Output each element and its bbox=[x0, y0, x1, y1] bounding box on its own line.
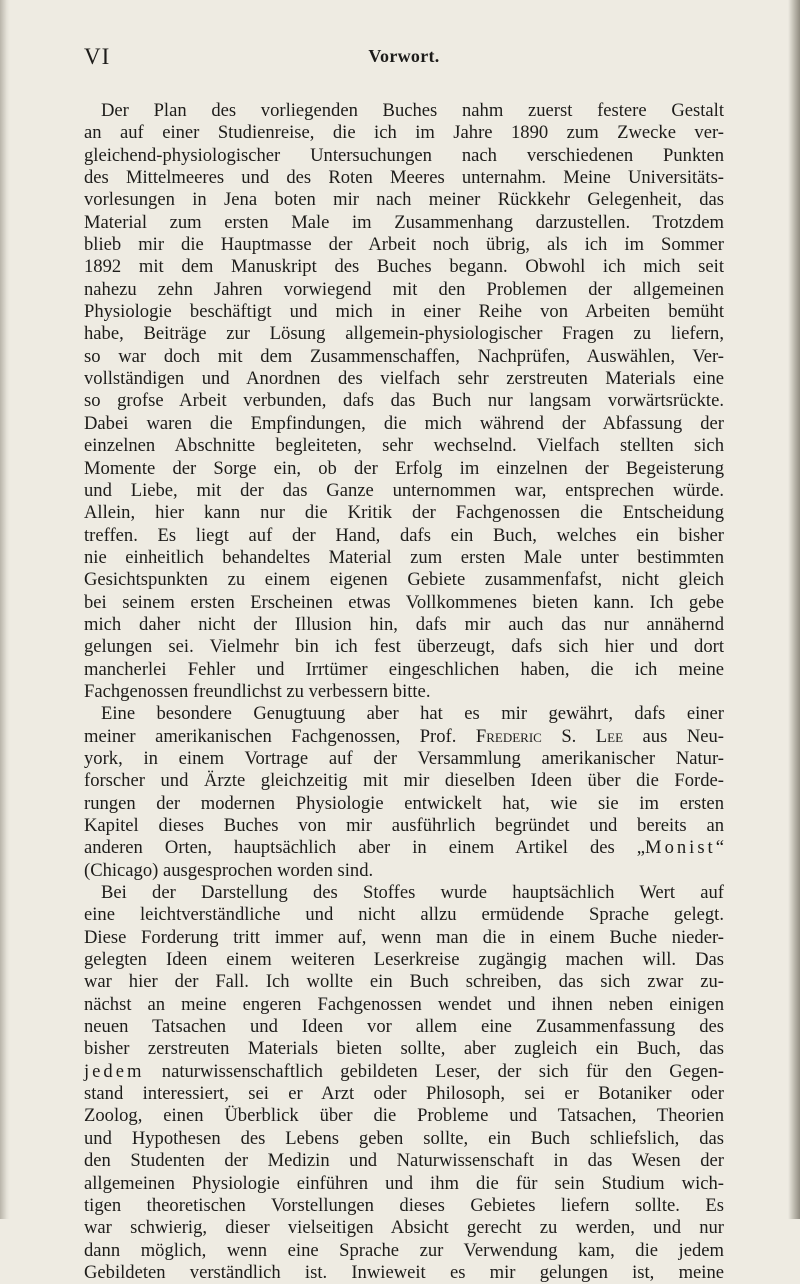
text-line bbox=[84, 837, 724, 859]
text-line bbox=[84, 726, 724, 748]
text-fragment: meiner amerikanischen Fachgenossen, Prof. bbox=[84, 725, 476, 747]
text-line: den Studenten der Medizin und Naturwissenschaft in das Wesen der bbox=[84, 1150, 724, 1172]
text-line: so war doch mit dem Zusammenschaffen, Nachprüfen, Auswählen, Ver- bbox=[84, 345, 724, 367]
text-line: Gebildeten verständlich ist. Inwieweit es mir gelungen ist, meine bbox=[84, 1261, 724, 1283]
text-line: 1892 mit dem Manuskript des Buches begann. Obwohl ich mich seit bbox=[84, 256, 724, 278]
text-line: dann möglich, wenn eine Sprache zur Verwendung kam, die jedem bbox=[84, 1239, 724, 1261]
text-line: neuen Tatsachen und Ideen vor allem eine Zusammenfassung des bbox=[84, 1016, 724, 1038]
text-line: des Mittelmeeres und des Roten Meeres unternahm. Meine Universitäts- bbox=[84, 167, 724, 189]
scan-left-edge bbox=[0, 0, 10, 1219]
page-number: VI bbox=[84, 44, 111, 69]
journal-title: Monist bbox=[645, 837, 716, 859]
text-line: Momente der Sorge ein, ob der Erfolg im einzelnen der Begeisterung bbox=[84, 457, 724, 479]
page-header bbox=[84, 44, 724, 74]
text-line: bei seinem ersten Erscheinen etwas Vollkommenes bieten kann. Ich gebe bbox=[84, 591, 724, 613]
text-line: und Hypothesen des Lebens geben sollte, ein Buch schliefslich, das bbox=[84, 1127, 724, 1149]
text-line: eine leichtverständliche und nicht allzu ermüdende Sprache gelegt. bbox=[84, 904, 724, 926]
text-line: einzelnen Abschnitte begleiteten, sehr wechselnd. Vielfach stellten sich bbox=[84, 435, 724, 457]
scan-right-edge bbox=[788, 0, 800, 1219]
text-line: war hier der Fall. Ich wollte ein Buch schreiben, das sich zwar zu- bbox=[84, 971, 724, 993]
text-line: tigen theoretischen Vorstellungen dieses Gebietes liefern sollte. Es bbox=[84, 1194, 724, 1216]
text-line: mancherlei Fehler und Irrtümer eingeschlichen haben, die ich meine bbox=[84, 658, 724, 680]
text-fragment: naturwissenschaftlich gebildeten Leser, der sich für den Gegen- bbox=[144, 1060, 724, 1082]
text-line: rungen der modernen Physiologie entwickelt hat, wie sie im ersten bbox=[84, 792, 724, 814]
running-title: Vorwort. bbox=[368, 46, 440, 66]
text-line: gleichend-physiologischer Untersuchungen nach verschiedenen Punkten bbox=[84, 144, 724, 166]
text-line: treffen. Es liegt auf der Hand, dafs ein Buch, welches ein bisher bbox=[84, 524, 724, 546]
text-line: war schwierig, dieser vielseitigen Absicht gerecht zu werden, und nur bbox=[84, 1217, 724, 1239]
text-line: gelegten Ideen einem weiteren Leserkreise zugängig machen will. Das bbox=[84, 949, 724, 971]
text-line: Eine besondere Genugtuung aber hat es mir gewährt, dafs einer bbox=[101, 703, 724, 725]
text-fragment: aus Neu- bbox=[623, 725, 724, 747]
text-fragment: anderen Orten, hauptsächlich aber in einem Artikel des „ bbox=[84, 837, 646, 859]
text-line: forscher und Ärzte gleichzeitig mit mir dieselben Ideen über die Forde- bbox=[84, 770, 724, 792]
emphasized-word: jedem bbox=[84, 1060, 145, 1082]
text-line: blieb mir die Hauptmasse der Arbeit noch übrig, als ich im Sommer bbox=[84, 234, 724, 256]
text-line: bisher zerstreuten Materials bieten sollte, aber zugleich ein Buch, das bbox=[84, 1038, 724, 1060]
text-line: mich daher nicht der Illusion hin, dafs mir auch das nur annähernd bbox=[84, 613, 724, 635]
text-line: (Chicago) ausgesprochen worden sind. bbox=[84, 859, 374, 881]
text-line: allgemeinen Physiologie einführen und ihm die für sein Studium wich- bbox=[84, 1172, 724, 1194]
paragraph-1 bbox=[84, 100, 724, 703]
text-line: Dabei waren die Empfindungen, die mich während der Abfassung der bbox=[84, 412, 724, 434]
text-line: Gesichtspunkten zu einem eigenen Gebiete zusammenfafst, nicht gleich bbox=[84, 569, 724, 591]
paragraph-3 bbox=[84, 882, 724, 1284]
text-line bbox=[84, 1061, 724, 1083]
body-text bbox=[84, 100, 724, 1284]
text-line: an auf einer Studienreise, die ich im Jahre 1890 zum Zwecke ver- bbox=[84, 122, 724, 144]
text-line: Allein, hier kann nur die Kritik der Fachgenossen die Entscheidung bbox=[84, 502, 724, 524]
paragraph-2 bbox=[84, 703, 724, 882]
text-line: nie einheitlich behandeltes Material zum ersten Male unter bestimmten bbox=[84, 546, 724, 568]
text-line: stand interessiert, sei er Arzt oder Philosoph, sei er Botaniker oder bbox=[84, 1083, 724, 1105]
text-line: Zoolog, einen Überblick über die Probleme und Tatsachen, Theorien bbox=[84, 1105, 724, 1127]
text-line: habe, Beiträge zur Lösung allgemein-physiologischer Fragen zu liefern, bbox=[84, 323, 724, 345]
text-line: nahezu zehn Jahren vorwiegend mit den Problemen der allgemeinen bbox=[84, 278, 724, 300]
text-line: Physiologie beschäftigt und mich in einer Reihe von Arbeiten bemüht bbox=[84, 301, 724, 323]
text-line: gelungen sei. Vielmehr bin ich fest überzeugt, dafs sich hier und dort bbox=[84, 636, 724, 658]
text-line: vorlesungen in Jena boten mir nach meiner Rückkehr Gelegenheit, das bbox=[84, 189, 724, 211]
text-line: Fachgenossen freundlichst zu verbessern bitte. bbox=[84, 680, 431, 702]
text-line: und Liebe, mit der das Ganze unternommen war, entsprechen würde. bbox=[84, 479, 724, 501]
text-line: york, in einem Vortrage auf der Versammlung amerikanischer Natur- bbox=[84, 747, 724, 769]
text-fragment: “ bbox=[715, 837, 724, 859]
text-line: Bei der Darstellung des Stoffes wurde hauptsächlich Wert auf bbox=[101, 882, 724, 904]
text-line: vollständigen und Anordnen des vielfach sehr zerstreuten Materials eine bbox=[84, 368, 724, 390]
text-line: nächst an meine engeren Fachgenossen wendet und ihnen neben einigen bbox=[84, 993, 724, 1015]
text-line: Der Plan des vorliegenden Buches nahm zuerst festere Gestalt bbox=[101, 100, 724, 121]
author-name: Frederic S. Lee bbox=[475, 725, 624, 747]
text-line: Diese Forderung tritt immer auf, wenn man die in einem Buche nieder- bbox=[84, 926, 724, 948]
text-line: so grofse Arbeit verbunden, dafs das Buch nur langsam vorwärtsrückte. bbox=[84, 390, 724, 412]
text-line: Material zum ersten Male im Zusammenhang darzustellen. Trotzdem bbox=[84, 211, 724, 233]
text-line: Kapitel dieses Buches von mir ausführlich begründet und bereits an bbox=[84, 815, 724, 836]
